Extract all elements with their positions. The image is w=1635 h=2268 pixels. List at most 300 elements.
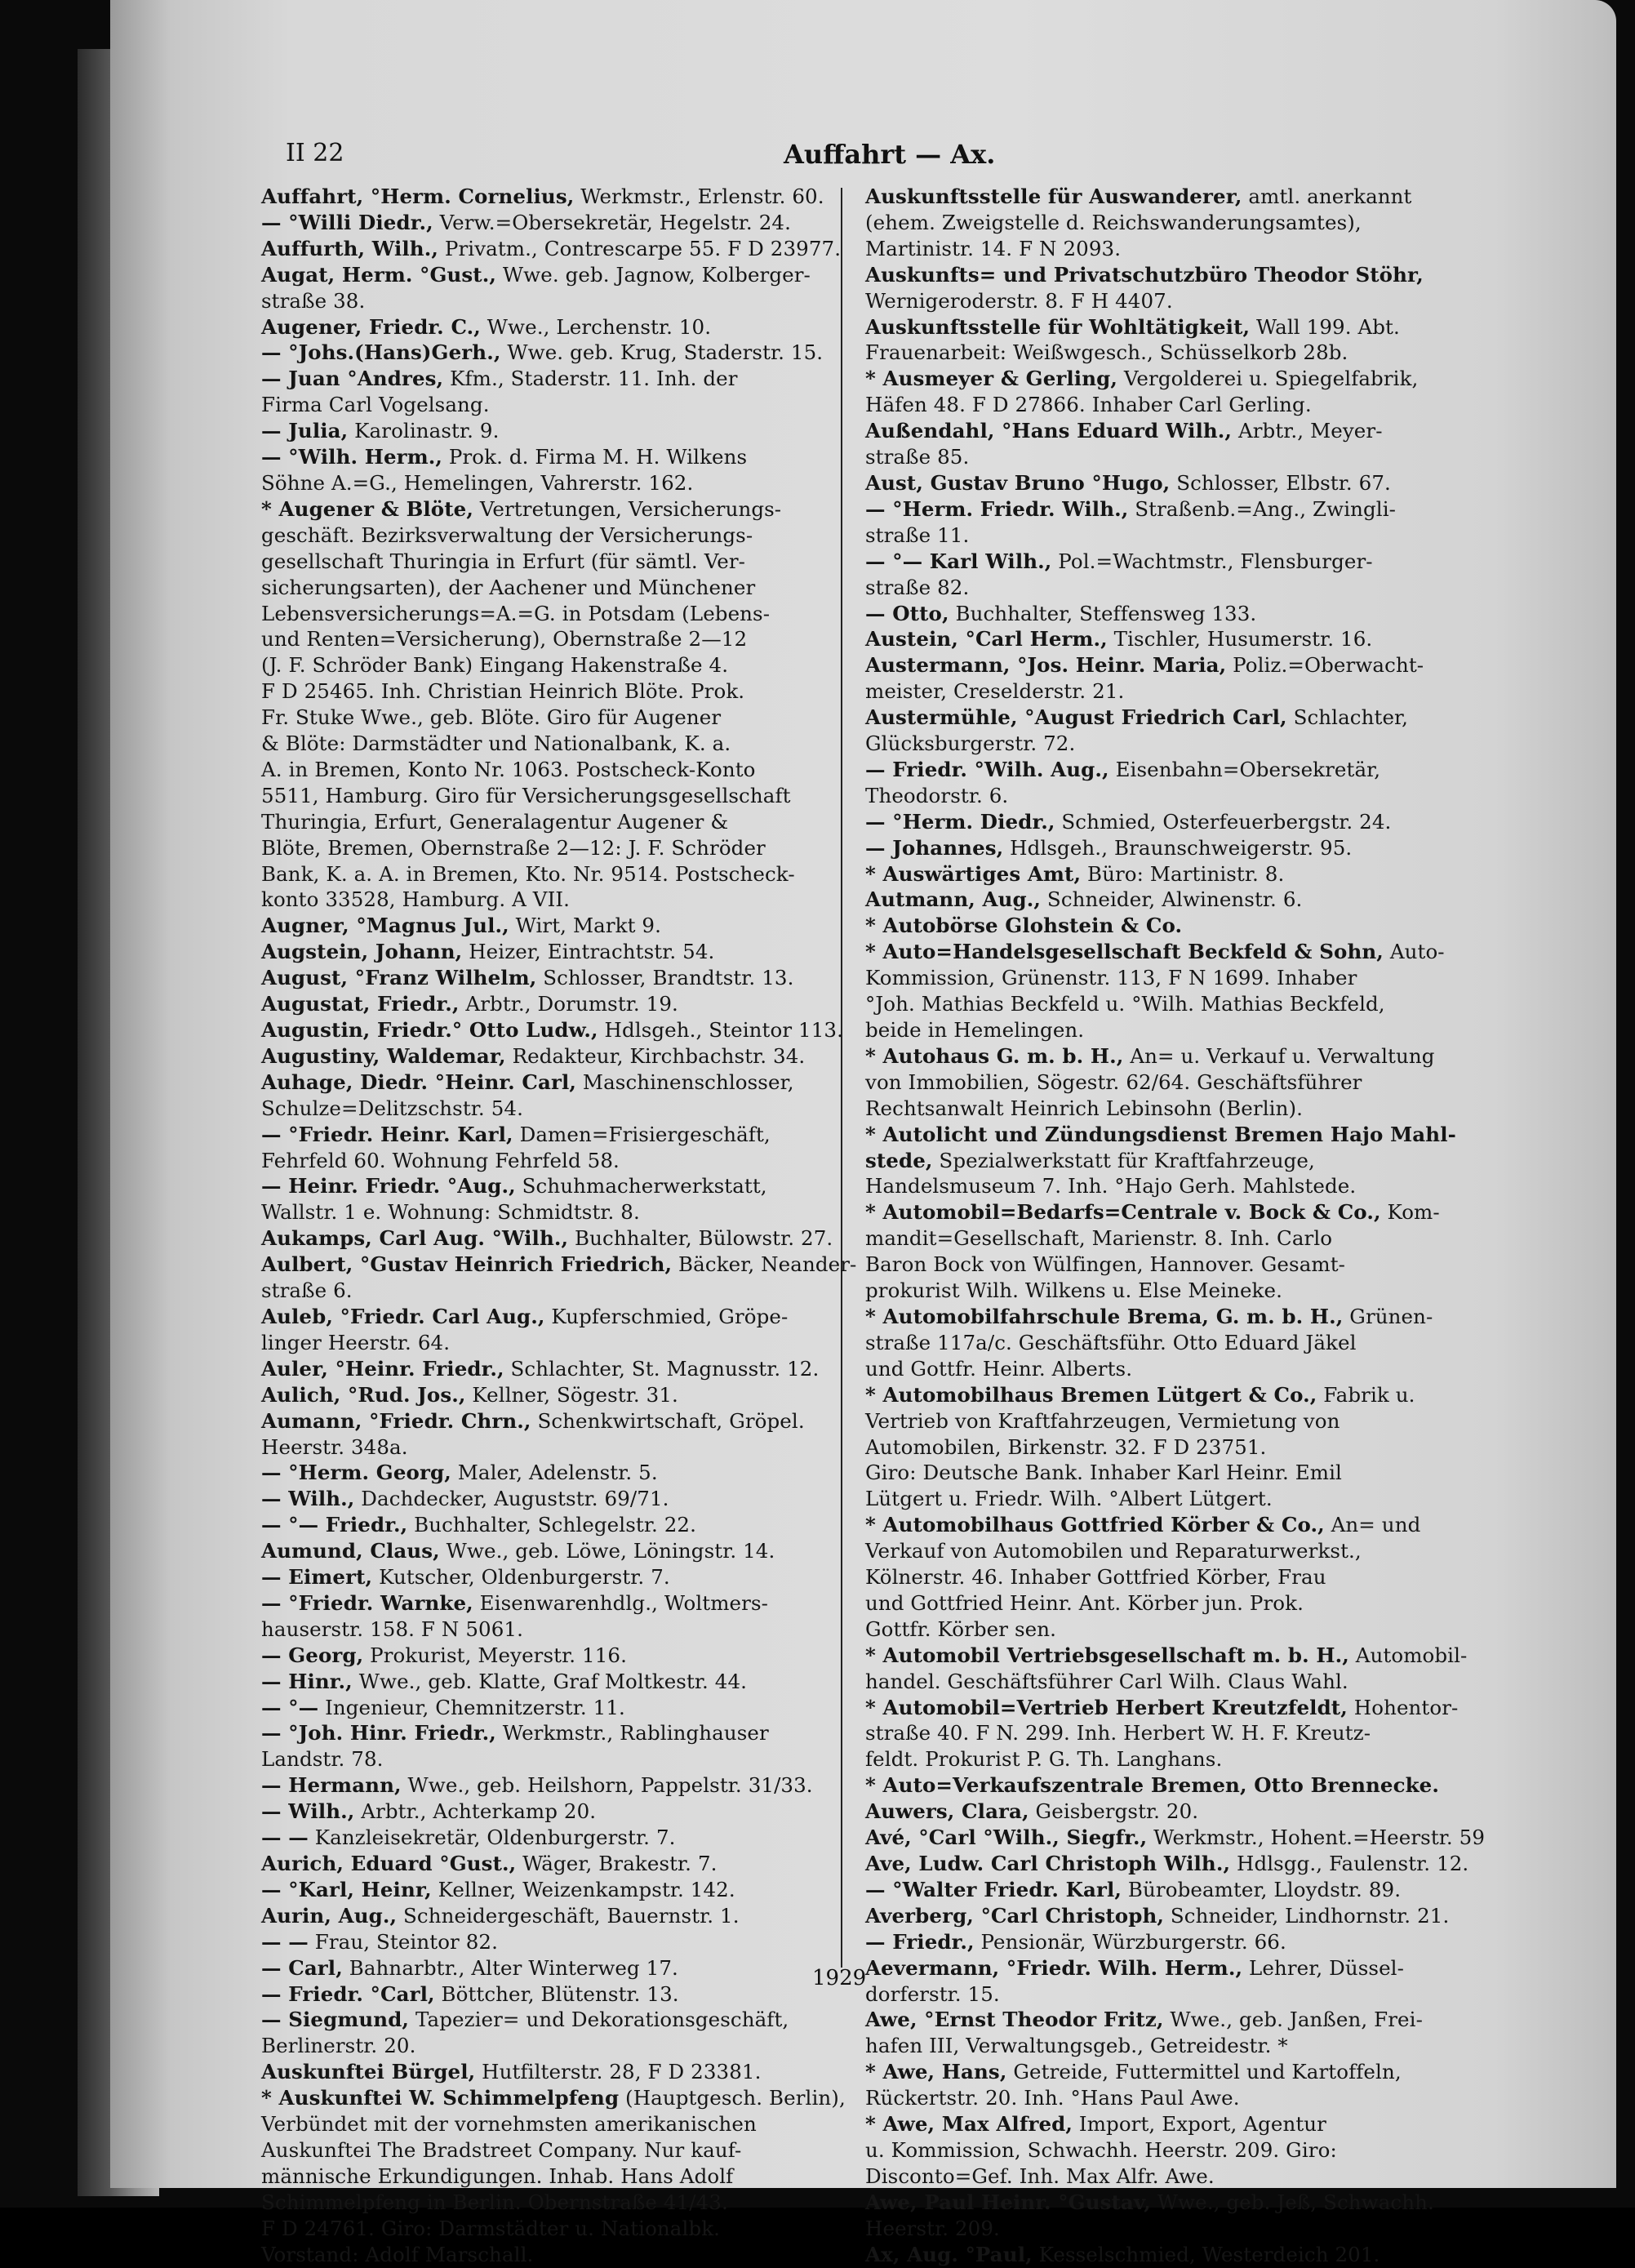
- entry-details: Kommission, Grünenstr. 113, F N 1699. Inhaber: [865, 966, 1357, 990]
- entry-name: — °—: [261, 1695, 319, 1719]
- entry-details: Privatm., Contrescarpe 55. F D 23977.: [438, 236, 842, 260]
- directory-entry-line: [261, 1643, 833, 1669]
- entry-details: °Joh. Mathias Beckfeld u. °Wilh. Mathias Beckfeld,: [865, 992, 1385, 1016]
- directory-entry-line: [865, 1486, 1437, 1512]
- directory-entry-line: [865, 1408, 1437, 1434]
- directory-entry-line: [261, 835, 833, 861]
- directory-entry-line: [261, 1096, 833, 1122]
- entry-details: Kanzleisekretär, Oldenburgerstr. 7.: [308, 1826, 676, 1850]
- directory-entry-line: [261, 1929, 833, 1955]
- entry-name: — —: [261, 1929, 309, 1954]
- directory-entry-line: [865, 1538, 1437, 1564]
- right-column: [865, 184, 1486, 2268]
- directory-entry-line: [261, 418, 833, 444]
- directory-entry-line: [261, 1720, 833, 1746]
- directory-entry-line: [865, 2111, 1437, 2137]
- directory-entry-line: [865, 1643, 1468, 1669]
- entry-details: Schlachter,: [1286, 705, 1409, 730]
- entry-name: Aumund, Claus,: [261, 1539, 440, 1563]
- directory-entry-line: [865, 1669, 1437, 1695]
- entry-name: — °Herm. Diedr.,: [865, 809, 1055, 834]
- directory-entry-line: [261, 991, 833, 1017]
- entry-details: Bürobeamter, Lloydstr. 89.: [1122, 1877, 1402, 1901]
- directory-entry-line: [865, 965, 1437, 991]
- directory-entry-line: [865, 1825, 1486, 1851]
- entry-details: Prokurist, Meyerstr. 116.: [363, 1643, 627, 1667]
- entry-name: * Autohaus G. m. b. H.,: [865, 1043, 1124, 1068]
- entry-name: — Hermann,: [261, 1773, 402, 1798]
- directory-entry-line: [865, 1799, 1437, 1825]
- directory-entry-line: [261, 1225, 833, 1252]
- entry-details: Handelsmuseum 7. Inh. °Hajo Gerh. Mahlstede.: [865, 1174, 1357, 1198]
- directory-entry-line: [865, 2163, 1437, 2190]
- entry-name: — °Joh. Hinr. Friedr.,: [261, 1721, 496, 1745]
- entry-details: Lütgert u. Friedr. Wilh. °Albert Lütgert.: [865, 1487, 1273, 1511]
- directory-entry-line: [261, 887, 833, 913]
- directory-entry-line: [261, 2007, 833, 2033]
- directory-entry-line: [261, 1252, 857, 1278]
- entry-details: Arbtr., Dorumstr. 19.: [459, 992, 678, 1016]
- entry-details: Schneidergeschäft, Bauernstr. 1.: [397, 1903, 740, 1928]
- directory-entry-line: [261, 2190, 833, 2216]
- entry-name: Auskunftsstelle für Wohltätigkeit,: [865, 314, 1251, 339]
- directory-entry-line: [865, 861, 1437, 887]
- directory-entry-line: [865, 1981, 1437, 2008]
- entry-name: * Augener & Blöte,: [261, 496, 473, 521]
- directory-entry-line: [261, 809, 833, 835]
- directory-entry-line: [865, 1851, 1469, 1877]
- directory-entry-line: [261, 705, 833, 731]
- entry-details: Schneider, Alwinenstr. 6.: [1041, 887, 1303, 912]
- directory-entry-line: [261, 184, 833, 210]
- entry-details: hafen III, Verwaltungsgeb., Getreidestr. *: [865, 2034, 1288, 2058]
- entry-details: Auto-: [1383, 940, 1445, 964]
- entry-details: Heizer, Eintrachtstr. 54.: [462, 940, 715, 964]
- entry-details: Lebensversicherungs=A.=G. in Potsdam (Lebens-: [261, 601, 771, 625]
- entry-details: straße 117a/c. Geschäftsführ. Otto Eduard Jäkel: [865, 1330, 1357, 1354]
- directory-entry-line: [865, 1590, 1437, 1617]
- entry-name: Augener, Friedr. C.,: [261, 314, 481, 339]
- entry-name: * Auskunftei W. Schimmelpfeng: [261, 2086, 620, 2110]
- entry-name: — Georg,: [261, 1643, 364, 1667]
- entry-name: Auffurth, Wilh.,: [261, 236, 438, 260]
- entry-details: Wwe., geb. Heilshorn, Pappelstr. 31/33.: [401, 1773, 813, 1798]
- entry-name: — °— Friedr.,: [261, 1513, 408, 1537]
- directory-entry-line: [865, 1017, 1437, 1043]
- entry-details: Landstr. 78.: [261, 1747, 384, 1772]
- directory-entry-line: [261, 1512, 833, 1538]
- entry-details: Söhne A.=G., Hemelingen, Vahrerstr. 162.: [261, 470, 694, 495]
- entry-name: * Autolicht und Zündungsdienst Bremen Hajo Mahl-: [865, 1122, 1456, 1146]
- entry-details: Rechtsanwalt Heinrich Lebinsohn (Berlin).: [865, 1096, 1304, 1120]
- entry-name: Augner, °Magnus Jul.,: [261, 914, 509, 938]
- entry-details: Schlosser, Elbstr. 67.: [1170, 470, 1391, 495]
- entry-details: Arbtr., Meyer-: [1232, 419, 1383, 443]
- directory-entry-line: [261, 965, 833, 991]
- directory-entry-line: [865, 549, 1437, 575]
- directory-entry-line: [865, 783, 1437, 809]
- entry-name: — Julia,: [261, 419, 349, 443]
- entry-details: Baron Bock von Wülfingen, Hannover. Gesamt-: [865, 1252, 1346, 1277]
- running-head: Auffahrt — Ax.: [784, 139, 996, 170]
- entry-details: Hutfilterstr. 28, F D 23381.: [475, 2060, 762, 2084]
- entry-details: mandit=Gesellschaft, Marienstr. 8. Inh. Carlo: [865, 1226, 1333, 1251]
- entry-name: Auffahrt, °Herm. Cornelius,: [261, 185, 575, 208]
- directory-entry-line: [865, 262, 1437, 288]
- entry-name: — —: [261, 1826, 309, 1850]
- directory-entry-line: [261, 1903, 833, 1929]
- directory-entry-line: [261, 626, 833, 652]
- directory-entry-line: [261, 1695, 833, 1721]
- directory-entry-line: [261, 2059, 833, 2085]
- entry-name: Aurin, Aug.,: [261, 1903, 398, 1928]
- directory-entry-line: [261, 1799, 833, 1825]
- entry-details: Bäcker, Neander-: [672, 1252, 857, 1277]
- directory-entry-line: [865, 523, 1437, 549]
- entry-details: von Immobilien, Sögestr. 62/64. Geschäftsführer: [865, 1070, 1362, 1094]
- entry-details: Böttcher, Blütenstr. 13.: [434, 1981, 679, 2006]
- directory-entry-line: [261, 1669, 833, 1695]
- entry-details: Kom-: [1380, 1200, 1440, 1225]
- entry-details: Schenkwirtschaft, Gröpel.: [531, 1408, 805, 1433]
- directory-entry-line: [261, 549, 833, 575]
- directory-entry-line: [261, 2033, 833, 2059]
- entry-details: gesellschaft Thuringia in Erfurt (für sämtl. Ver-: [261, 549, 746, 573]
- entry-details: Kutscher, Oldenburgerstr. 7.: [372, 1565, 670, 1590]
- entry-details: A. in Bremen, Konto Nr. 1063. Postscheck-Konto: [261, 757, 756, 781]
- directory-entry-line: [865, 288, 1437, 314]
- entry-details: Eisenbahn=Obersekretär,: [1109, 757, 1381, 781]
- entry-name: — Johannes,: [865, 835, 1004, 860]
- entry-details: Wwe., geb. Janßen, Frei-: [1163, 2008, 1423, 2032]
- entry-details: Eisenwarenhdlg., Woltmers-: [473, 1590, 768, 1615]
- entry-details: Poliz.=Oberwacht-: [1226, 653, 1424, 678]
- entry-details: Gottfr. Körber sen.: [865, 1617, 1057, 1641]
- entry-name: * Automobil Vertriebsgesellschaft m. b. H.,: [865, 1643, 1349, 1667]
- entry-details: Vertrieb von Kraftfahrzeugen, Vermietung von: [865, 1408, 1340, 1433]
- directory-entry-line: [865, 1356, 1437, 1382]
- entry-details: feldt. Prokurist P. G. Th. Langhans.: [865, 1747, 1223, 1772]
- entry-name: Ax, Aug. °Paul,: [865, 2242, 1033, 2266]
- entry-details: Vorstand: Adolf Marschall.: [261, 2242, 534, 2266]
- directory-entry-line: [261, 2216, 833, 2242]
- entry-details: Import, Export, Agentur: [1073, 2112, 1326, 2137]
- entry-details: Kesselschmied, Westerdeich 201.: [1032, 2242, 1380, 2266]
- entry-name: Ave, Ludw. Carl Christoph Wilh.,: [865, 1852, 1231, 1875]
- directory-entry-line: [261, 314, 833, 340]
- entry-details: Kfm., Staderstr. 11. Inh. der: [443, 367, 738, 391]
- entry-details: Werkmstr., Erlenstr. 60.: [574, 185, 824, 208]
- entry-name: Avé, °Carl °Wilh., Siegfr.,: [865, 1826, 1148, 1850]
- directory-entry-line: [865, 913, 1437, 939]
- entry-name: Augustiny, Waldemar,: [261, 1043, 506, 1068]
- entry-name: Auskunftei Bürgel,: [261, 2060, 476, 2084]
- directory-entry-line: [865, 835, 1437, 861]
- entry-name: — Heinr. Friedr. °Aug.,: [261, 1174, 516, 1198]
- entry-name: Autmann, Aug.,: [865, 887, 1042, 912]
- page-label: II 22: [286, 139, 344, 167]
- entry-details: Tischler, Husumerstr. 16.: [1107, 627, 1373, 651]
- directory-entry-line: [865, 1746, 1437, 1772]
- entry-name: — °Friedr. Warnke,: [261, 1590, 473, 1615]
- directory-entry-line: [865, 236, 1437, 262]
- entry-details: Theodorstr. 6.: [865, 783, 1009, 807]
- entry-name: — Otto,: [865, 601, 949, 625]
- entry-details: Hdlsgg., Faulenstr. 12.: [1230, 1852, 1469, 1875]
- entry-details: Frau, Steintor 82.: [308, 1929, 499, 1954]
- entry-details: konto 33528, Hamburg. A VII.: [261, 887, 571, 912]
- entry-details: Kölnerstr. 46. Inhaber Gottfried Körber, Frau: [865, 1565, 1326, 1590]
- entry-details: Disconto=Gef. Inh. Max Alfr. Awe.: [865, 2163, 1215, 2188]
- entry-details: Giro: Deutsche Bank. Inhaber Karl Heinr. Emil: [865, 1461, 1342, 1485]
- entry-name: — Carl,: [261, 1955, 343, 1980]
- directory-entry-line: [865, 757, 1437, 783]
- directory-entry-line: [261, 2137, 833, 2163]
- entry-details: hauserstr. 158. F N 5061.: [261, 1617, 523, 1641]
- directory-entry-line: [261, 1408, 833, 1434]
- directory-entry-line: [865, 1278, 1437, 1304]
- entry-details: Fr. Stuke Wwe., geb. Blöte. Giro für Augener: [261, 705, 722, 730]
- entry-details: Ingenieur, Chemnitzerstr. 11.: [318, 1695, 625, 1719]
- directory-entry-line: [261, 470, 833, 496]
- entry-name: — Friedr.,: [865, 1929, 975, 1954]
- directory-entry-line: [261, 939, 833, 965]
- directory-entry-line: [865, 1460, 1437, 1486]
- directory-entry-line: [261, 575, 833, 601]
- entry-details: beide in Hemelingen.: [865, 1018, 1085, 1042]
- entry-details: Wwe., Lerchenstr. 10.: [480, 314, 712, 339]
- directory-entry-line: [261, 1330, 833, 1356]
- entry-name: Aukamps, Carl Aug. °Wilh.,: [261, 1226, 569, 1251]
- entry-details: Damen=Frisiergeschäft,: [513, 1122, 771, 1146]
- directory-entry-line: [865, 1148, 1437, 1174]
- column-divider: [841, 188, 842, 1968]
- entry-details: F D 25465. Inh. Christian Heinrich Blöte. Prok.: [261, 679, 745, 704]
- directory-entry-line: [865, 1330, 1437, 1356]
- entry-details: dorferstr. 15.: [865, 1981, 1000, 2006]
- directory-entry-line: [261, 2085, 846, 2111]
- directory-entry-line: [865, 1173, 1437, 1199]
- directory-entry-line: [865, 1512, 1437, 1538]
- directory-entry-line: [261, 523, 833, 549]
- entry-name: — °Walter Friedr. Karl,: [865, 1877, 1122, 1901]
- entry-name: * Auto=Handelsgesellschaft Beckfeld & Sohn,: [865, 940, 1384, 964]
- entry-details: männische Erkundigungen. Inhab. Hans Adolf: [261, 2163, 734, 2188]
- directory-entry-line: [261, 340, 833, 366]
- directory-entry-line: [261, 1434, 833, 1461]
- entry-details: Getreide, Futtermittel und Kartoffeln,: [1006, 2060, 1402, 2084]
- directory-entry-line: [261, 1851, 833, 1877]
- entry-details: Schlachter, St. Magnusstr. 12.: [504, 1356, 820, 1381]
- entry-details: straße 38.: [261, 288, 366, 313]
- entry-details: (J. F. Schröder Bank) Eingang Hakenstraße 4.: [261, 653, 729, 678]
- directory-entry-line: [261, 1538, 833, 1564]
- directory-entry-line: [865, 1617, 1437, 1643]
- entry-details: Firma Carl Vogelsang.: [261, 393, 490, 417]
- entry-details: Auskunftei The Bradstreet Company. Nur kauf-: [261, 2137, 742, 2162]
- entry-details: Arbtr., Achterkamp 20.: [354, 1799, 597, 1824]
- directory-entry-line: [261, 1746, 833, 1772]
- directory-entry-line: [865, 210, 1437, 236]
- entry-name: * Auto=Verkaufszentrale Bremen, Otto Brennecke.: [865, 1773, 1439, 1798]
- entry-name: * Automobilhaus Bremen Lütgert & Co.,: [865, 1382, 1317, 1407]
- entry-name: * Automobilhaus Gottfried Körber & Co.,: [865, 1513, 1325, 1537]
- directory-entry-line: [261, 366, 833, 392]
- directory-entry-line: [261, 913, 833, 939]
- directory-entry-line: [865, 1903, 1450, 1929]
- entry-details: straße 11.: [865, 523, 970, 547]
- entry-details: Automobil-: [1348, 1643, 1468, 1667]
- entry-name: Außendahl, °Hans Eduard Wilh.,: [865, 419, 1233, 443]
- directory-entry-line: [865, 601, 1437, 627]
- entry-details: F D 24761. Giro: Darmstädter u. Nationalbk.: [261, 2216, 721, 2240]
- entry-details: Buchhalter, Steffensweg 133.: [949, 601, 1257, 625]
- directory-entry-line: [865, 1304, 1437, 1330]
- entry-details: An= und: [1324, 1513, 1421, 1537]
- entry-details: Kellner, Weizenkampstr. 142.: [431, 1877, 735, 1901]
- directory-entry-line: [261, 652, 833, 678]
- entry-details: Schuhmacherwerkstatt,: [515, 1174, 767, 1198]
- entry-details: Werkmstr., Hohent.=Heerstr. 59: [1147, 1826, 1486, 1850]
- entry-details: Verkauf von Automobilen und Reparaturwerkst.,: [865, 1539, 1362, 1563]
- entry-details: amtl. anerkannt: [1242, 185, 1412, 208]
- entry-name: — Friedr. °Carl,: [261, 1981, 435, 2006]
- entry-details: Schmied, Osterfeuerbergstr. 24.: [1055, 809, 1392, 834]
- entry-details: straße 85.: [865, 445, 970, 469]
- entry-name: Auskunftsstelle für Auswanderer,: [865, 185, 1242, 208]
- entry-details: Schulze=Delitzschstr. 54.: [261, 1096, 523, 1120]
- entry-name: — Eimert,: [261, 1565, 373, 1590]
- entry-name: Averberg, °Carl Christoph,: [865, 1903, 1164, 1928]
- entry-details: Prok. d. Firma M. H. Wilkens: [442, 445, 748, 469]
- directory-entry-line: [865, 1070, 1437, 1096]
- entry-details: Blöte, Bremen, Obernstraße 2—12: J. F. Schröder: [261, 835, 766, 860]
- entry-details: Kupferschmied, Gröpe-: [544, 1304, 789, 1328]
- entry-details: Glücksburgerstr. 72.: [865, 732, 1076, 756]
- entry-details: Buchhalter, Bülowstr. 27.: [568, 1226, 833, 1251]
- directory-entry-line: [261, 1981, 833, 2008]
- directory-entry-line: [261, 1278, 833, 1304]
- entry-details: handel. Geschäftsführer Carl Wilh. Claus Wahl.: [865, 1669, 1348, 1693]
- directory-entry-line: [865, 1955, 1437, 1981]
- entry-name: — Juan °Andres,: [261, 367, 444, 391]
- directory-entry-line: [865, 1225, 1437, 1252]
- directory-entry-line: [865, 340, 1437, 366]
- entry-details: Büro: Martinistr. 8.: [1081, 861, 1285, 886]
- entry-name: — °Karl, Heinr,: [261, 1877, 432, 1901]
- entry-details: Dachdecker, Auguststr. 69/71.: [354, 1487, 669, 1511]
- entry-name: — Wilh.,: [261, 1487, 355, 1511]
- entry-details: (ehem. Zweigstelle d. Reichswanderungsamtes),: [865, 210, 1362, 234]
- entry-name: * Auswärtiges Amt,: [865, 861, 1082, 886]
- directory-entry-line: [865, 2216, 1437, 2242]
- directory-entry-line: [865, 1877, 1437, 1903]
- directory-entry-line: [865, 731, 1437, 757]
- directory-entry-line: [261, 861, 833, 887]
- directory-entry-line: [261, 2242, 833, 2268]
- directory-entry-line: [865, 1096, 1437, 1122]
- entry-details: Bahnarbtr., Alter Winterweg 17.: [342, 1955, 678, 1980]
- entry-details: Wwe. geb. Krug, Staderstr. 15.: [500, 340, 824, 365]
- entry-details: Schlosser, Brandtstr. 13.: [536, 966, 794, 990]
- directory-entry-line: [261, 2163, 833, 2190]
- entry-name: Aulich, °Rud. Jos.,: [261, 1382, 466, 1407]
- directory-entry-line: [865, 496, 1437, 523]
- entry-details: Straßenb.=Ang., Zwingli-: [1128, 496, 1397, 521]
- entry-details: Schneider, Lindhornstr. 21.: [1164, 1903, 1450, 1928]
- entry-details: Wall 199. Abt.: [1250, 314, 1400, 339]
- directory-entry-line: [261, 1955, 833, 1981]
- entry-name: Augstein, Johann,: [261, 940, 463, 964]
- entry-details: Maler, Adelenstr. 5.: [451, 1461, 658, 1485]
- entry-details: und Gottfried Heinr. Ant. Körber jun. Prok.: [865, 1590, 1304, 1615]
- entry-details: 5511, Hamburg. Giro für Versicherungsgesellschaft: [261, 783, 791, 807]
- entry-name: Auhage, Diedr. °Heinr. Carl,: [261, 1070, 577, 1094]
- directory-entry-line: [865, 418, 1437, 444]
- entry-name: Aumann, °Friedr. Chrn.,: [261, 1408, 531, 1433]
- entry-details: meister, Creselderstr. 21.: [865, 679, 1125, 704]
- entry-name: — Wilh.,: [261, 1799, 355, 1824]
- directory-entry-line: [865, 2085, 1437, 2111]
- entry-details: Thuringia, Erfurt, Generalagentur Augener &: [261, 809, 729, 834]
- directory-entry-line: [865, 2190, 1437, 2216]
- entry-details: straße 82.: [865, 575, 970, 599]
- entry-details: Hohentor-: [1347, 1695, 1459, 1719]
- entry-name: * Automobilfahrschule Brema, G. m. b. H.,: [865, 1304, 1344, 1328]
- directory-entry-line: [261, 1356, 833, 1382]
- directory-entry-line: [261, 783, 833, 809]
- directory-entry-line: [261, 1617, 833, 1643]
- directory-entry-line: [261, 1070, 833, 1096]
- entry-name: Aust, Gustav Bruno °Hugo,: [865, 470, 1171, 495]
- directory-entry-line: [261, 1564, 833, 1590]
- directory-entry-line: [865, 1199, 1440, 1225]
- entry-name: stede,: [865, 1148, 933, 1172]
- entry-details: Geisbergstr. 20.: [1029, 1799, 1199, 1824]
- directory-entry-line: [865, 1382, 1437, 1408]
- directory-entry-line: [865, 392, 1437, 418]
- directory-entry-line: [865, 626, 1437, 652]
- directory-entry-line: [261, 731, 833, 757]
- entry-name: Auskunfts= und Privatschutzbüro Theodor Stöhr,: [865, 262, 1424, 287]
- directory-entry-line: [865, 2033, 1437, 2059]
- directory-entry-line: [865, 652, 1437, 678]
- directory-entry-line: [261, 496, 833, 523]
- entry-details: Buchhalter, Schlegelstr. 22.: [407, 1513, 696, 1537]
- directory-entry-line: [261, 678, 833, 705]
- entry-details: An= u. Verkauf u. Verwaltung: [1123, 1043, 1435, 1068]
- entry-name: Auler, °Heinr. Friedr.,: [261, 1356, 504, 1381]
- entry-details: Wwe., geb. Klatte, Graf Moltkestr. 44.: [352, 1669, 748, 1693]
- directory-entry-line: [865, 1043, 1437, 1070]
- entry-details: Vergolderei u. Spiegelfabrik,: [1117, 367, 1419, 391]
- directory-entry-line: [865, 444, 1437, 470]
- entry-details: Wäger, Brakestr. 7.: [516, 1852, 718, 1875]
- directory-entry-line: [865, 184, 1437, 210]
- entry-details: geschäft. Bezirksverwaltung der Versicherungs-: [261, 523, 753, 547]
- entry-details: Kellner, Sögestr. 31.: [465, 1382, 678, 1407]
- entry-details: linger Heerstr. 64.: [261, 1330, 451, 1354]
- entry-details: prokurist Wilh. Wilkens u. Else Meineke.: [865, 1279, 1282, 1303]
- entry-details: Heerstr. 348a.: [261, 1434, 408, 1459]
- entry-name: Aulbert, °Gustav Heinrich Friedrich,: [261, 1252, 673, 1277]
- directory-entry-line: [865, 470, 1437, 496]
- directory-entry-line: [261, 236, 842, 262]
- directory-entry-line: [865, 2242, 1437, 2268]
- entry-name: Aurich, Eduard °Gust.,: [261, 1852, 517, 1875]
- entry-details: Karolinastr. 9.: [348, 419, 500, 443]
- entry-details: Berlinerstr. 20.: [261, 2034, 416, 2058]
